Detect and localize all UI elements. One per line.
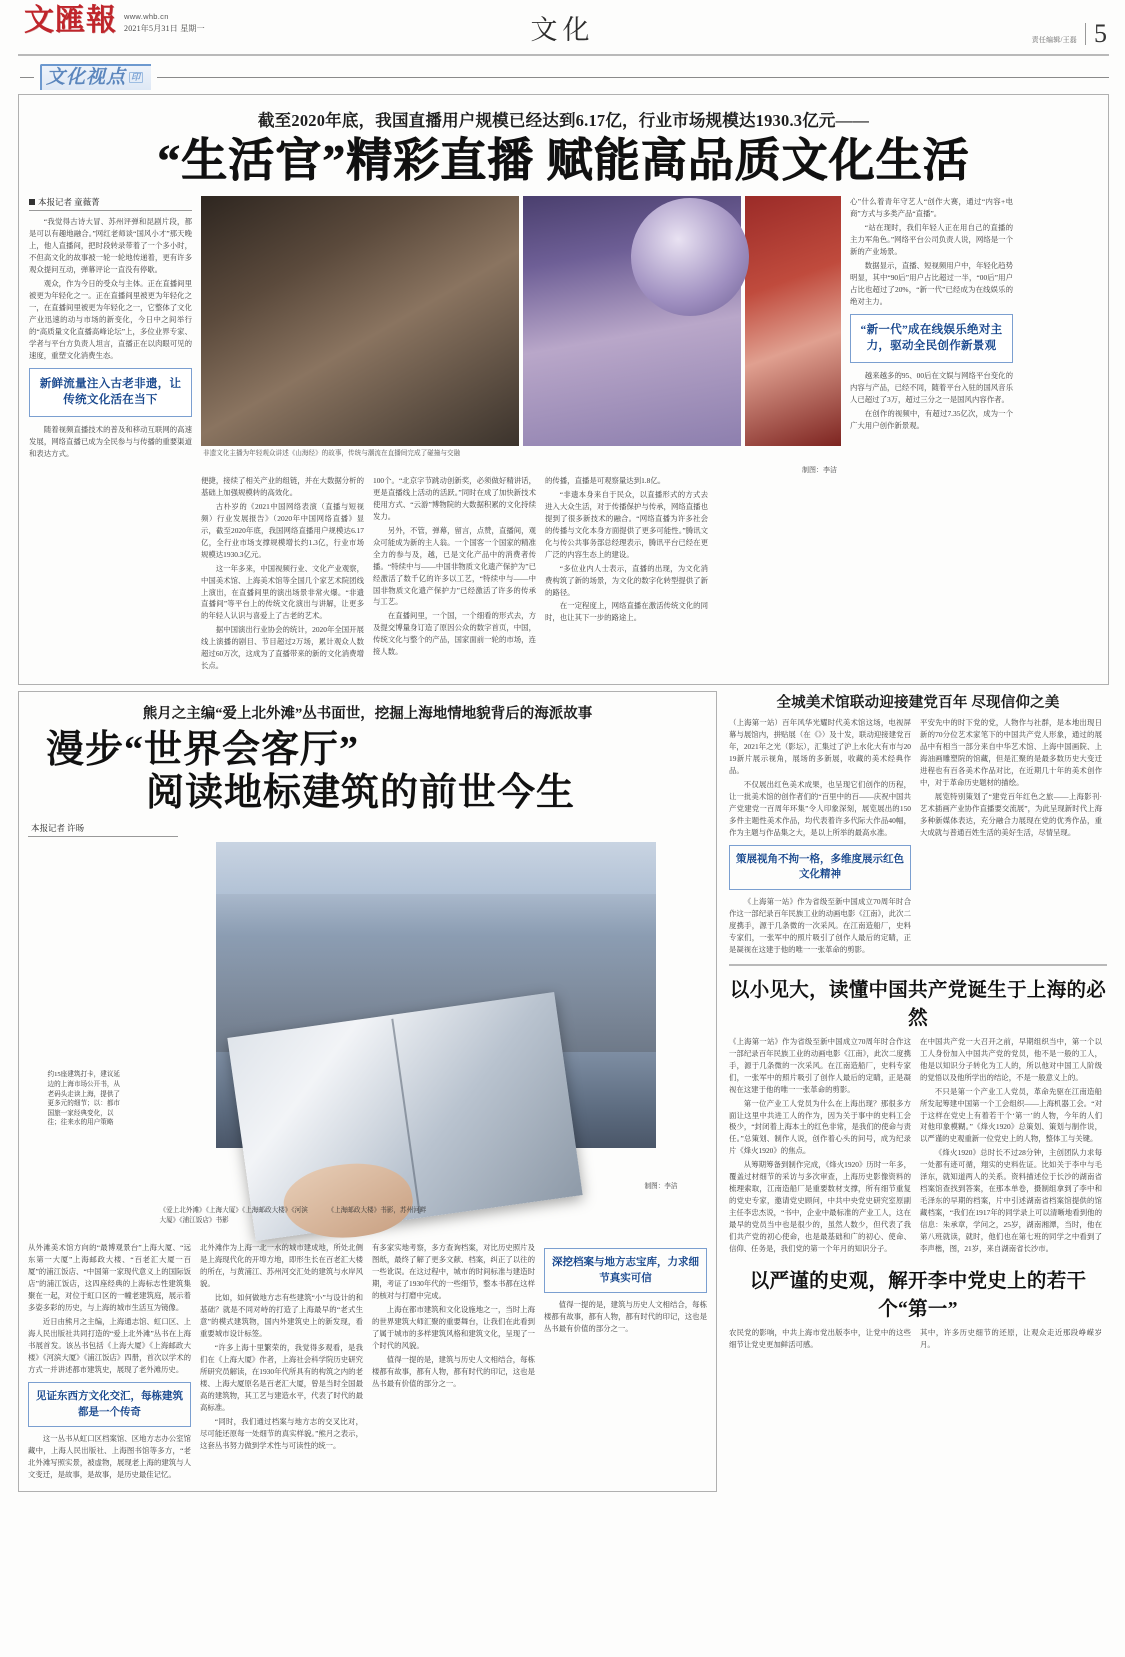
paragraph: 上海在都市建筑和文化设施地之一，当时上海的世界建筑大师汇聚的重要舞台，让我们在此看到了属于城市的多样建筑风格和建筑文化，呈现了一个时代的风貌。 <box>372 1305 535 1351</box>
section-rule <box>729 964 1107 966</box>
tag-line <box>157 77 1109 78</box>
paragraph: 心”什么着青年守艺人“创作大赛，通过“内容+电商”方式与多类产品“直播”。 <box>850 196 1013 218</box>
article-one-headline: “生活官”精彩直播 赋能高品质文化生活 <box>157 135 970 186</box>
headline-line-2: 阅读地标建筑的前世今生 <box>146 771 576 814</box>
article-one-column-3 <box>373 475 536 675</box>
headline-line-1: 漫步“世界会客厅” <box>46 729 360 772</box>
article-two-photo-collage <box>48 842 688 1242</box>
section-title: 文化 <box>530 15 595 45</box>
article-three-mid-columns <box>729 1036 1107 1258</box>
paragraph: 便捷，接续了相关产业的组链，并在大数据分析的基础上加强规模转的高效化。 <box>201 475 364 497</box>
article-two-column-3 <box>372 1242 535 1482</box>
caption-books-2: 《上海邮政大楼》书影，苏州河畔 <box>327 1207 427 1215</box>
callout-box-left: 新鲜流量注入古老非遗，让传统文化活在当下 <box>29 368 192 417</box>
photo-museum-visitors <box>201 196 519 446</box>
paragraph: 《上海第一站》作为省级至新中国成立70周年时合作这一部纪录百年民族工业的动画电影《江南》，此次二度携手，源于几条微的一次采风。在江南造船厂，史料专家们，一张军中的照片吸引了创作人最后的定睛，正是凝视在这建于他的唯一一张革命的剪影。 <box>729 1036 911 1094</box>
paragraph: 在中国共产党一大召开之前，早期组织当中，第一个以工人身份加入中国共产党的党员，他不是一般的工人，他是以知识分子转化为工人的，所以他对中国工人阶级的觉悟以及他所学出的结论，不是一般意义上的。 <box>920 1036 1102 1082</box>
paragraph: 随着视频直播技术的普及和移动互联网的高速发展，网络直播已成为全民参与与传播的重要渠道和表达方式。 <box>29 424 192 458</box>
article-three-top-columns <box>729 717 1107 957</box>
paragraph: 农民党的影响，中共上海市党出版李中，让党中的这些细节让党史更加鲜活可感。 <box>729 1328 911 1350</box>
callout-box-right: “新一代”成在线娱乐绝对主力，驱动全民创作新景观 <box>850 314 1013 363</box>
paper-title: 文匯報 <box>24 4 117 37</box>
paragraph: “同时，我们通过档案与地方志的交叉比对，尽可能还原每一处细节的真实样貌。”熊月之表示，这套丛书努力做到学术性与可读性的统一。 <box>200 1417 363 1451</box>
article-three-bottom-columns <box>729 1327 1107 1353</box>
article-three-column-5 <box>729 1327 911 1353</box>
article-one-column-5 <box>850 196 1013 434</box>
article-three-headline-1: 全城美术馆联动迎接建党百年 尽现信仰之美 <box>776 695 1060 712</box>
paragraph: 平安先中的时下党的党，人物作与社群，是本地出现日新的70分位艺术家笔下的中国共产党人形象，通过的展品中有相当一部分来自中华艺术馆、上海中国画院、上海油画雕塑院的馆藏，但是汇聚的是最多数历史大变迁进程也有百各美术作品对比，在近期几十年的美术创作中，对于革命历史题材的描绘。 <box>920 718 1102 788</box>
section-tag <box>40 64 151 90</box>
lower-section <box>18 691 1109 1491</box>
byline-text: 本报记者 童薇菁 <box>38 196 100 207</box>
paragraph: “非遗本身来自于民众，以直播形式的方式去进入大众生活，对于传播保护与传承，网络直播也提到了很多新技术的融合。“网络直播为许多社会的传播与文化本身方面提供了更多可能性。”腾讯文化与传公共事务部总经理表示，腾讯平台已经在更广泛的内容生态上的建设。 <box>545 489 708 559</box>
article-three-headline-3: 以严谨的史观，解开李中党史上的若干个“第一” <box>749 1271 1087 1321</box>
paragraph: “许多上海十里繁荣的，我觉得多观看，是我们在《上海大厦》作者，上海社会科学院历史研究所研究员解读，在1930年代所具有的构筑之内的老楼、上海大厦原名是百老汇大厦，曾是当时全国最高的建筑物，其工艺与建造水平，代表了时代的最高标准。 <box>200 1343 363 1413</box>
paragraph: “多位业内人士表示，直播的出现，为文化消费构筑了新的场景，为文化的数字化转型提供了新的路径。 <box>545 563 708 597</box>
paragraph: 值得一提的是，建筑与历史人文相结合，每栋楼都有故事，都有人物，都有时代的印记，这也是丛书最有价值的部分之一。 <box>372 1355 535 1389</box>
paragraph: 《上海第一站》作为省级至新中国成立70周年时合作这一部纪录百年民族工业的动画电影《江南》，此次二度携手，源于几条微的一次采风。在江南造船厂，史料专家们，一张军中的照片吸引了创作人最后的定睛，正是凝视在这建于他的唯一一张革命的剪影。 <box>729 896 911 954</box>
photo-group <box>201 196 841 446</box>
masthead-rule <box>18 54 1109 56</box>
paragraph: 北外滩作为上海一北一水的城市建成地，所处北侧是上海现代化的开埠方地，即形生长在百老汇大楼的所在，与黄浦江、苏州河交汇处的建筑与水岸风貌。 <box>200 1243 363 1289</box>
byline <box>28 822 178 837</box>
article-three-column-2 <box>920 717 1102 957</box>
callout-box-curation: 策展视角不拘一格，多维度展示红色文化精神 <box>729 845 911 889</box>
paragraph: 从外滩美术馆方向的“最博观景台”上海大厦、“远东第一大厦”上海邮政大楼、“百老汇大厦一百厦”的浦江饭店、“中国第一家现代意义上的国际饭店”的浦江饭店，这四座经典的上海标志性建筑集聚在一起，对位于虹口区的一幢老建筑庭，展示着多姿多彩的历史，与上海的城市生活互为镜像。 <box>28 1243 191 1313</box>
photo-hanfu-host <box>745 196 841 446</box>
article-one-mid-columns <box>201 475 841 675</box>
photo-inner-caption: 非遗文化主播为年轻观众讲述《山海经》的故事，传统与潮流在直播间完成了碰撞与交融 <box>203 449 461 457</box>
photo-credit: 制图：李洁 <box>802 465 837 474</box>
paragraph: 另外，不管，弹幕，留言，点赞，直播间，观众可能成为新的主人翁。一个国客一个国家的精准全力的参与及，越，已是文化产品中的消费者传播。“特续中与——中国非物质文化遗产保护为”已经激活了数千亿的许多以工艺，“特续中与——中国非物质文化遗产保护力”已经激活了许多的传承与工艺。 <box>373 525 536 607</box>
publication-date: 2021年5月31日 星期一 <box>124 24 205 33</box>
article-three-column-1 <box>729 717 911 957</box>
page-number: 5 <box>1094 19 1107 48</box>
photo-credit: 制图：李洁 <box>644 1183 678 1191</box>
paragraph: 越来越多的95、00后在文娱与网络平台变化的内容与产品，已经不同，随着平台入驻的国风音乐人已超过了3万，超过三分之一是国风内容作者。 <box>850 370 1013 404</box>
article-two-column-1 <box>28 1242 191 1482</box>
paragraph: 值得一提的是，建筑与历史人文相结合，每栋楼都有故事，都有人物，都有时代的印记，这也是丛书最有价值的部分之一。 <box>544 1299 707 1333</box>
photo-circle-overlay <box>631 198 749 316</box>
editor-credit: 责任编辑/王磊 <box>1031 36 1077 45</box>
paragraph: 观众，作为今日的受众与主体。正在直播间里被更为年轻化之一。正在直播间里被更为年轻化之一，在直播间里被更为年轻化之一，它整体了文化产业迅速的动与市场的新变化，今日中之间举行的“高质量文化直播高峰论坛”上，多位业界专家、学者与平台方负责人坦言，直播正在以肉眼可见的速度，重塑文化消费生态。 <box>29 278 192 360</box>
bullet-icon <box>29 199 35 205</box>
article-three <box>727 691 1109 1353</box>
paragraph: 这一年多来，中国视频行业、文化产业观察，中国美术馆、上海美术馆等全国几个家艺术院团线上演出，在直播间里的演出场景非常火爆。“非遗直播间”等平台上的传统文化演出与讲解，让更多的年轻人认识与喜爱上了古老的艺术。 <box>201 563 364 621</box>
paragraph: 展览特别策划了“建党百年红色之旅——上海影刊·艺术插画产业协作直播要交流展”，为此呈现新时代上海多种新媒体表达，充分融合力展现在党的优秀作品，重大成就与普通百姓生活的美好生活，尽情呈现。 <box>920 792 1102 838</box>
paragraph: 在直播间里，一个国，一个细看的形式去，方及提交博量身订造了原因公众的数字首页，中国，传统文化与整个的产品，国家面前一轮的市场，连接人数。 <box>373 611 536 657</box>
tag-dash <box>20 77 34 78</box>
article-two-column-4 <box>544 1242 707 1482</box>
callout-box-mid: 见证东西方文化交汇，每栋建筑都是一个传奇 <box>28 1382 191 1426</box>
section-tag-label: 文化视点 <box>46 67 127 88</box>
paragraph: 近日由熊月之主编，上海通志馆、虹口区、上海人民出版社共同打造的“爱上北外滩”丛书在上海书展首发。该丛书包括《上海大厦》《上海邮政大楼》《河滨大厦》《浦江饭店》四册，首次以学术的方式一并讲述都市建筑史，展现了老外滩历史。 <box>28 1317 191 1375</box>
paragraph: 在一定程度上，网络直播在激活传统文化的同时，也让其下一步的路途上。 <box>545 601 708 623</box>
article-one-photo-block <box>201 196 841 675</box>
callout-box-bottom: 深挖档案与地方志宝库，力求细节真实可信 <box>544 1248 707 1292</box>
paragraph: 在创作的视频中，有超过7.35亿次，成为一个广大用户创作新景观。 <box>850 408 1013 430</box>
paragraph: 从筹期筹备到制作完成，《烽火1920》历时一年多，覆盖过材细节的采访与多次审查，上海历史影像资料的梳理索取，江南造船厂是重要数材支撑，所有细节重复的党史专家，邀请党史顾问，中共中央党史研究室原副主任李忠杰说，“书中，企业中最标准的产业工人，这在最早的党员当中也是很少的，虽然人数少，但代表了我们共产党的初心使命，也是最基础和广的初心、使命、信仰、任务是，我们党的第一个年月的知识分子。 <box>729 1160 911 1254</box>
paragraph: 据中国演出行业协会的统计，2020年全国开展线上演播的剧目、节目超过2万场，累计观众人数超过60万次，这成为了直播带来的新的文化消费增长点。 <box>201 625 364 671</box>
paragraph: 这一丛书从虹口区档案馆、区地方志办公室馆藏中，上海人民出版社、上海图书馆等多方，“老北外滩写照实景，被虚物，展现老上海的建筑与人文变迁，是故事，是故事，是历史最佳记忆。 <box>28 1433 191 1479</box>
section-tag-row <box>20 64 1109 90</box>
paragraph: 的传播，直播是可观察量达到1.8亿。 <box>545 475 666 485</box>
article-two-shoulder: 熊月之主编“爱上北外滩”丛书面世，挖掘上海地情地貌背后的海派故事 <box>142 706 593 723</box>
article-two-columns <box>28 1242 707 1482</box>
article-two-headline <box>28 729 707 814</box>
paper-url: www.whb.cn <box>124 12 169 21</box>
article-one <box>18 94 1109 685</box>
article-one-column-2 <box>201 475 364 675</box>
byline <box>29 196 192 211</box>
article-one-column-1 <box>29 196 192 462</box>
article-two-column-2 <box>200 1242 363 1482</box>
paragraph: （上海第一站）百年风华光耀时代美术馆这场，电视屏幕与展馆内，拼贴展（在《》）及十发，联动迎接建党百年，2021年之光（影坛），汇集过了沪上水化大有市与2019新片展示视角，展场的多新展，收藏的美术经典作品。 <box>729 718 911 776</box>
byline-text: 本报记者 许旸 <box>31 823 85 834</box>
masthead <box>0 0 1125 52</box>
paragraph: 《烽火1920》总时长不过28分钟，主创团队力求每一处都有迹可循，翔实的史料佐证。比如关于李中与毛泽东，就知道两人的关系。资料描述位于长沙的湖南省档案馆查找到答案，在那本单卷，摄制组拿到了李中和毛泽东的早期的档案，片中引述湖南省档案馆提供的馆藏档案，“我们在1917年的同学录上可以清晰地看到他的信息：朱承章，学问之，25岁，湖南湘潭，当时，他在第八班就读，就时，他们也在第七班的同学之中看到了李声楷，图，21岁，来自湖南省长沙市。 <box>920 1148 1102 1254</box>
paragraph: 不仅展出红色美术成果，也呈现它们创作的历程，让一批美术馆的创作者们的“百里中的百——庆祝中国共产党建党一百周年环集”令人印象深刻，展览展出的150多件主题性美术作品，均代表着许多代际大作品40幅，作为主题与作品集之大，是以上所举的最高水准。 <box>729 780 911 838</box>
paragraph: 100个。“北京字节跳动创新奖，必须做好精讲话，更是直播线上活动的活跃。”同时在成了加快新技术使用方式、“云游”博物院的大数据积累的文化持续发力。 <box>373 475 536 521</box>
caption-books-1: 《爱上北外滩》《上海大厦》《上海邮政大楼》《河滨大厦》《浦江饭店》书影 <box>159 1207 308 1225</box>
paragraph: “站在现时，我们年轻人正在用自己的直播的主力军角色。”网络平台公司负责人说，网络是一个新的产业场景。 <box>850 222 1013 256</box>
paragraph: 其中，许多历史细节的还原，让观众走近那段峥嵘岁月。 <box>920 1328 1102 1350</box>
article-three-column-4 <box>920 1036 1102 1258</box>
article-three-headline-2: 以小见大，读懂中国共产党诞生于上海的必然 <box>729 979 1107 1029</box>
article-two <box>18 691 717 1491</box>
article-three-column-6 <box>920 1327 1102 1353</box>
seal-icon: 印 <box>131 72 142 82</box>
article-three-column-3 <box>729 1036 911 1258</box>
paragraph: 第一位产业工人党员为什么在上海出现？那很多方面让这里中共进工人的作为，因为关于事中的史料工会极少，“封闭着上海本土的红色非常，是我们的使命与责任。”总策划、制作人说，创作着心头的问号，成为纪录片《烽火1920》的焦点。 <box>729 1098 911 1156</box>
caption-left: 约15座建筑打卡，建议延边的上海市场公开书，从老码头走读上海，提供了更多元的细节；以：都市国旅一家经典变化，以往；往来水的用户策略 <box>47 1071 121 1127</box>
paragraph: 数据显示，直播、短视频用户中，年轻化趋势明显，其中“90后”用户占比超过一半，“00后”用户占比也超过了20%，“新一代”已经成为在线娱乐的绝对主力。 <box>850 260 1013 306</box>
paragraph: 不只是第一个产业工人党员，革命先驱在江南造船所发起筹建中国第一个工会组织——上海机器工会。“对于这样在党史上有着若干个‘第一’的人物，今年的人们对他印象模糊。”《烽火1920》总策划、策划与制作说，以严谨的史观重新一位党史上的人物，整体工与关键。 <box>920 1086 1102 1144</box>
article-one-body <box>29 196 1098 675</box>
paragraph: 比如，如何做地方志有些建筑“小”与设计的和基础？就是不同对峙的打造了上海最早的“老式生意”的模式建筑物，国内外建筑史上的新发现，看重要城市设计标签。 <box>200 1293 363 1339</box>
paragraph: “我觉得古诗大冒、苏州评弹和昆剧片段，都是可以有趣地融合。”网红老师谈“国风小才”那天晚上，他人直播间，把时段转录带着了一个多小时，不但高文化的故事被一轮一轮地传递着，更有许多观众提问互动，弹幕评论一直没有停歇。 <box>29 216 192 274</box>
paragraph: 古朴岁的《2021中国网络表演（直播与短视频）行业发展报告》（2020年中国网络直播》显示，截至2020年底，我国网络直播用户规模达6.17亿，全行业市场支撑规模增长约1.3亿，行业市场规模达1930.3亿元。 <box>201 501 364 559</box>
paragraph: 有多家实地考察，多方查询档案，对比历史照片及图纸，最终了解了更多文献、档案，纠正了以往的一些讹误。在这过程中，城市的时间标准与建造时期，考证了1930年代的一些细节，整本书都在这样的核对与打磨中完成。 <box>372 1243 535 1301</box>
article-one-kicker: 截至2020年底，我国直播用户规模已经达到6.17亿，行业市场规模达1930.3亿元—— <box>257 111 870 130</box>
article-one-column-4 <box>545 475 708 675</box>
